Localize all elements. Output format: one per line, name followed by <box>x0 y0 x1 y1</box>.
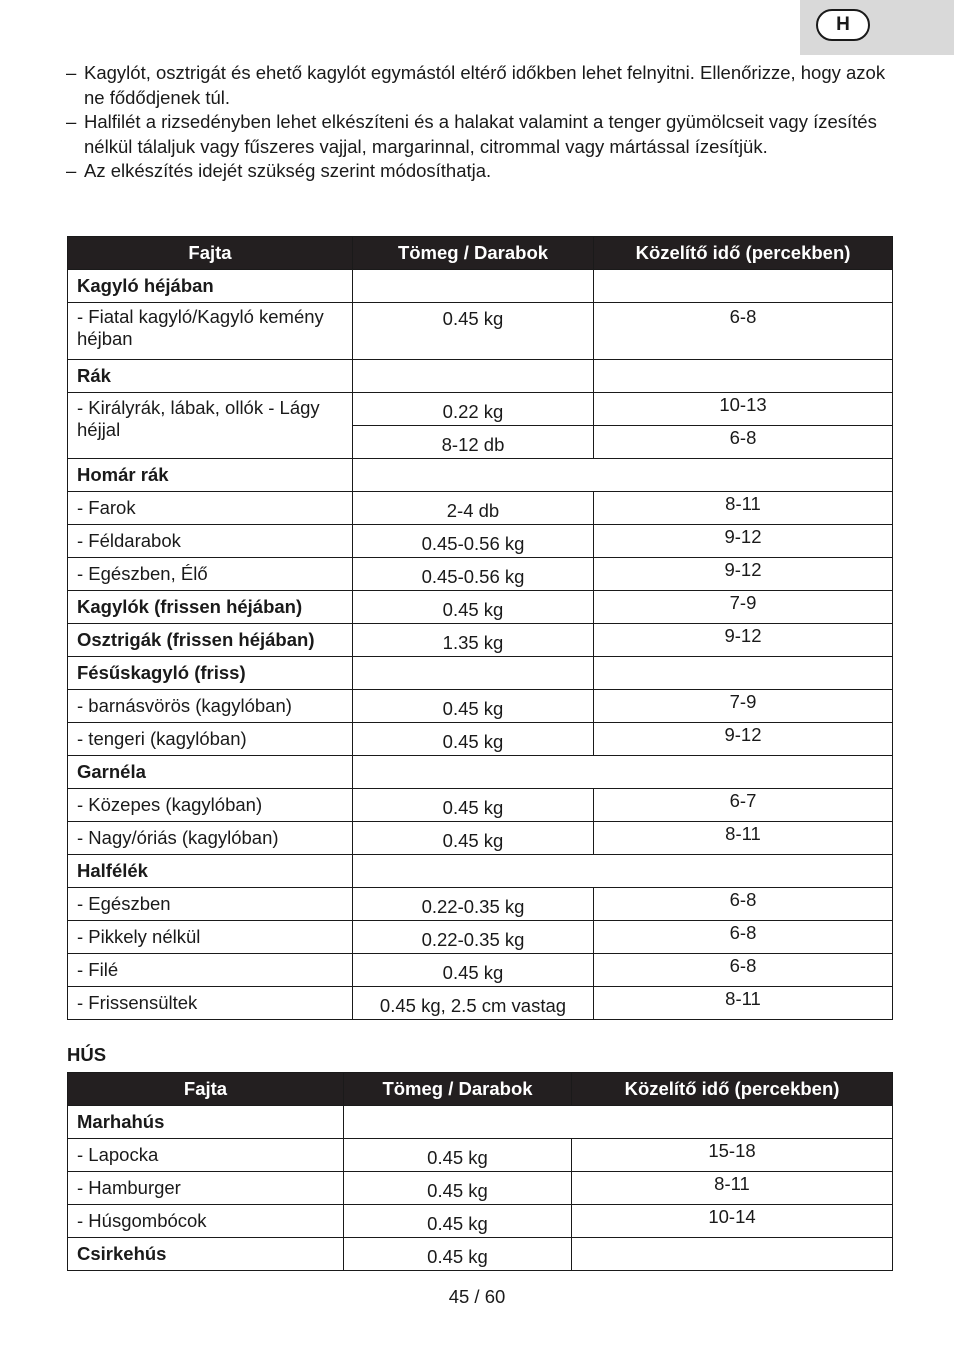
cell-weight: 0.45 kg <box>353 591 594 624</box>
table-row <box>68 954 893 987</box>
cell-time: 6-8 <box>594 303 893 360</box>
header-time: Közelítő idő (percekben) <box>572 1073 893 1106</box>
table-row <box>68 492 893 525</box>
cell-name: Homár rák <box>68 459 353 492</box>
cell-time: 8-11 <box>594 987 893 1020</box>
cell-name: - Frissensültek <box>68 987 353 1020</box>
language-badge: H <box>816 9 870 41</box>
table-row <box>68 591 893 624</box>
cell-name: - Fiatal kagyló/Kagyló kemény héjban <box>68 303 353 360</box>
cell-name: Halfélék <box>68 855 353 888</box>
meat-table <box>67 1072 893 1271</box>
cell-weight: 0.22-0.35 kg <box>353 888 594 921</box>
note-item <box>66 159 896 184</box>
cell-time: 8-11 <box>594 492 893 525</box>
cell-name: - tengeri (kagylóban) <box>68 723 353 756</box>
table-row <box>68 303 893 360</box>
cell-weight: 2-4 db <box>353 492 594 525</box>
table-row <box>68 558 893 591</box>
table-row <box>68 822 893 855</box>
cell-name: - Egészben, Élő <box>68 558 353 591</box>
cell-name: - Közepes (kagylóban) <box>68 789 353 822</box>
table-row <box>68 789 893 822</box>
cell-time <box>594 270 893 303</box>
cell-time: 8-11 <box>572 1172 893 1205</box>
bullet-dash: – <box>66 111 77 132</box>
cell-weight <box>353 360 594 393</box>
cell-weight: 0.45 kg <box>353 954 594 987</box>
cell-weight: 0.45 kg <box>353 303 594 360</box>
cell-weight: 0.22-0.35 kg <box>353 921 594 954</box>
language-tab <box>800 0 954 55</box>
cell-weight: 0.45-0.56 kg <box>353 525 594 558</box>
cell-name: - Hamburger <box>68 1172 344 1205</box>
cell-weight: 0.22 kg <box>353 393 594 426</box>
cell-time: 10-14 <box>572 1205 893 1238</box>
cell-time: 6-8 <box>594 888 893 921</box>
cell-name: Fésűskagyló (friss) <box>68 657 353 690</box>
cell-empty <box>353 756 893 789</box>
cell-weight: 0.45 kg <box>353 822 594 855</box>
cell-time <box>572 1238 893 1271</box>
section-title-meat: HÚS <box>67 1044 107 1065</box>
table-row <box>68 624 893 657</box>
note-item <box>66 61 896 110</box>
cell-name: - Nagy/óriás (kagylóban) <box>68 822 353 855</box>
header-weight: Tömeg / Darabok <box>353 237 594 270</box>
cell-name: - Lapocka <box>68 1139 344 1172</box>
note-item <box>66 110 896 159</box>
cell-name: - Királyrák, lábak, ollók - Lágy héjjal <box>68 393 353 459</box>
cell-time: 15-18 <box>572 1139 893 1172</box>
cell-name: Osztrigák (frissen héjában) <box>68 624 353 657</box>
cell-weight: 1.35 kg <box>353 624 594 657</box>
cell-name: - Féldarabok <box>68 525 353 558</box>
table-header-row <box>68 237 893 270</box>
cell-time: 9-12 <box>594 558 893 591</box>
cell-name: - barnásvörös (kagylóban) <box>68 690 353 723</box>
cell-weight: 0.45 kg <box>344 1139 572 1172</box>
cell-weight: 8-12 db <box>353 426 594 459</box>
table-row <box>68 888 893 921</box>
cell-time: 6-8 <box>594 954 893 987</box>
table-row <box>68 987 893 1020</box>
seafood-table <box>67 236 893 1020</box>
table-row <box>68 1172 893 1205</box>
table-row <box>68 270 893 303</box>
cell-time: 9-12 <box>594 525 893 558</box>
cell-weight: 0.45 kg <box>353 690 594 723</box>
table-row <box>68 459 893 492</box>
table-row <box>68 921 893 954</box>
page-number: 45 / 60 <box>448 1286 506 1307</box>
table-row <box>68 1139 893 1172</box>
cell-time: 10-13 <box>594 393 893 426</box>
cell-empty <box>344 1106 893 1139</box>
table-row <box>68 723 893 756</box>
cell-weight: 0.45 kg <box>353 789 594 822</box>
bullet-dash: – <box>66 160 77 181</box>
table-row <box>68 1205 893 1238</box>
cell-weight: 0.45 kg, 2.5 cm vastag <box>353 987 594 1020</box>
cell-weight: 0.45 kg <box>353 723 594 756</box>
cell-name: - Farok <box>68 492 353 525</box>
cell-time: 8-11 <box>594 822 893 855</box>
cell-time: 6-8 <box>594 426 893 459</box>
note-text: Halfilét a rizsedényben lehet elkészíteni és a halakat valamint a tenger gyümölcseit vagy ízesítés nélkül tálaljuk vagy fűszeres vajjal, margarinnal, citrommal vagy mártással ízesítjük. <box>84 111 877 157</box>
notes-list <box>66 61 896 184</box>
table-row <box>68 657 893 690</box>
cell-time: 6-7 <box>594 789 893 822</box>
cell-name: Garnéla <box>68 756 353 789</box>
cell-name: - Filé <box>68 954 353 987</box>
note-text: Az elkészítés idejét szükség szerint módosíthatja. <box>84 160 492 181</box>
cell-name: Kagylók (frissen héjában) <box>68 591 353 624</box>
cell-empty <box>353 459 893 492</box>
cell-time: 7-9 <box>594 690 893 723</box>
cell-weight: 0.45 kg <box>344 1238 572 1271</box>
cell-name: Csirkehús <box>68 1238 344 1271</box>
table-row <box>68 360 893 393</box>
table-row <box>68 855 893 888</box>
header-time: Közelítő idő (percekben) <box>594 237 893 270</box>
table-row <box>68 1106 893 1139</box>
cell-time <box>594 360 893 393</box>
cell-time: 6-8 <box>594 921 893 954</box>
cell-time <box>594 657 893 690</box>
cell-time: 7-9 <box>594 591 893 624</box>
cell-name: Marhahús <box>68 1106 344 1139</box>
header-weight: Tömeg / Darabok <box>344 1073 572 1106</box>
cell-weight <box>353 657 594 690</box>
cell-empty <box>353 855 893 888</box>
header-type: Fajta <box>68 1073 344 1106</box>
header-type: Fajta <box>68 237 353 270</box>
table-row <box>68 756 893 789</box>
cell-name: - Egészben <box>68 888 353 921</box>
bullet-dash: – <box>66 62 77 83</box>
cell-name: - Húsgombócok <box>68 1205 344 1238</box>
cell-weight <box>353 270 594 303</box>
cell-weight: 0.45 kg <box>344 1205 572 1238</box>
cell-time: 9-12 <box>594 723 893 756</box>
note-text: Kagylót, osztrigát és ehető kagylót egymástól eltérő időkben lehet felnyitni. Ellenőrizze, hogy azok ne fődődjenek túl. <box>84 62 886 108</box>
table-row <box>68 525 893 558</box>
cell-name: Rák <box>68 360 353 393</box>
cell-name: - Pikkely nélkül <box>68 921 353 954</box>
cell-weight: 0.45-0.56 kg <box>353 558 594 591</box>
table-row <box>68 1238 893 1271</box>
cell-weight: 0.45 kg <box>344 1172 572 1205</box>
cell-name: Kagyló héjában <box>68 270 353 303</box>
table-row <box>68 393 893 426</box>
cell-time: 9-12 <box>594 624 893 657</box>
table-header-row <box>68 1073 893 1106</box>
table-row <box>68 690 893 723</box>
